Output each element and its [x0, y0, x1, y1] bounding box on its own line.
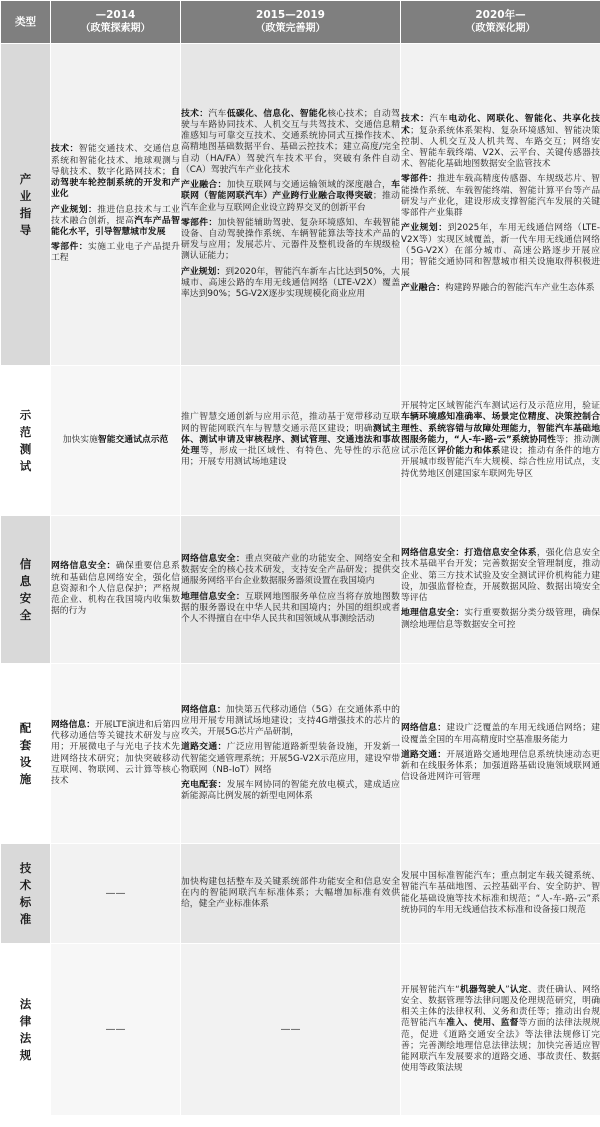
- header-period-1-sub: （政策探索期）: [80, 23, 151, 34]
- header-period-1: [51, 1, 181, 44]
- list-item: 网络信息安全：打造信息安全体系，强化信息安全技术基础平台开发；完善数据安全管理制度，推动企业、第三方技术试验及安全测试评价机构能力建设，加强监督检查，开展数据风险、数据出境安全等评估: [401, 548, 600, 604]
- cell-laws-period-2: ——: [181, 944, 401, 1116]
- header-period-2: [181, 1, 401, 44]
- cell-industry-period-1: [51, 44, 181, 366]
- list-item: 零部件：实施工业电子产品提升工程: [51, 242, 180, 264]
- cell-laws-period-3: 开展智能汽车“机器驾驶人”认定、责任确认、网络安全、数据管理等法律问题及伦理规范研究，明确相关主体的法律权利、义务和责任等；推动出台规范智能汽车准入、使用、监督等方面的法律法规规范，促进《道路交通安全法》等法律法规修订完善；完善测绘地理信息法律法规；加快完善适应智能网联汽车发展要求的道路交通、事故责任、数据使用等政策法规: [401, 944, 600, 1116]
- header-period-2-sub: （政策完善期）: [255, 23, 326, 34]
- header-period-1-title: —2014: [95, 9, 136, 21]
- cell-infra-period-1: 网络信息：开展LTE演进和后第四代移动通信等关键技术研发与应用；开展微电子与光电子技术先进网络技术研究；加快突破移动互联网、物联网、云计算等核心技术: [51, 664, 181, 844]
- header-period-2-title: 2015—2019: [256, 9, 325, 21]
- table-row-laws: [1, 944, 600, 1116]
- table-row-tech-standards: [1, 844, 600, 944]
- row-category-industry-guidance: 产 业 指 导: [1, 44, 51, 366]
- cell-security-period-3: [401, 516, 600, 664]
- cell-standards-period-1: ——: [51, 844, 181, 944]
- table-row-infrastructure: [1, 664, 600, 844]
- row-category-info-security: 信 息 安 全: [1, 516, 51, 664]
- cell-standards-period-3: 发展中国标准智能汽车；重点制定车载关键系统、智能汽车基础地图、云控基础平台、安全防护、智能化基础设施等技术标准和规范；“人-车-路-云”系统协同的车用无线通信技术标准和设备接口规范: [401, 844, 600, 944]
- table-row-industry-guidance: [1, 44, 600, 366]
- list-item: 产业融合：加快互联网与交通运输领域的深度融合，车联网（智能网联汽车）产业跨行业融合取得突破；推动汽车企业与互联网企业设立跨界交叉的创新平台: [181, 180, 400, 213]
- row-category-tech-standards: 技 术 标 准: [1, 844, 51, 944]
- list-item: 地理信息安全：互联网地图服务单位应当将存放地图数据的服务器设在中华人民共和国境内；外国的组织或者个人不得擅自在中华人民共和国领域从事测绘活动: [181, 591, 400, 624]
- list-item: 地理信息安全：实行重要数据分类分级管理，确保测绘地理信息等数据安全可控: [401, 608, 600, 630]
- row-category-demo-testing: 示 范 测 试: [1, 366, 51, 516]
- cell-standards-period-2: 加快构建包括整车及关键系统部件功能安全和信息安全在内的智能网联汽车标准体系；大幅增加标准有效供给，健全产业标准体系: [181, 844, 401, 944]
- cell-laws-period-1: ——: [51, 944, 181, 1116]
- list-item: 网络信息安全：重点突破产业的功能安全、网络安全和数据安全的核心技术研发，支持安全产品研发；提供交通服务网络平台企业数据服务器须设置在我国境内: [181, 553, 400, 587]
- header-period-3-sub: （政策深化期）: [465, 23, 536, 34]
- cell-infra-period-2: [181, 664, 401, 844]
- header-period-3: [401, 1, 600, 44]
- list-item: 产业规划：到2025年，车用无线通信网络（LTE-V2X等）实现区域覆盖，新一代车用无线通信网络（5G-V2X）在部分城市、高速公路逐步开展应用；智能交通协同和智慧城市相关设施取得积极进展: [401, 223, 600, 279]
- cell-demo-period-1: 加快实施智能交通试点示范: [51, 366, 181, 516]
- row-category-infrastructure: 配 套 设 施: [1, 664, 51, 844]
- cell-infra-period-3: [401, 664, 600, 844]
- list-item: 充电配套：发展车网协同的智能充放电模式，建成适应新能源高比例发展的新型电网体系: [181, 779, 400, 802]
- cell-industry-period-3: [401, 44, 600, 366]
- list-item: 道路交通：开展道路交通地理信息系统快速动态更新和在线服务体系；加强道路基础设施领域联网通信设备进网许可管理: [401, 749, 600, 783]
- cell-industry-period-2: [181, 44, 401, 366]
- header-period-3-title: 2020年—: [475, 9, 526, 21]
- list-item: 零部件：推进车载高精度传感器、车规级芯片、智能操作系统、车载智能终端、智能计算平台等产品研发与产业化，建设形成支撑智能汽车发展的关键零部件产业集群: [401, 174, 600, 219]
- cell-demo-period-2: 推广智慧交通创新与应用示范，推动基于宽带移动互联网的智能网联汽车与智慧交通示范区建设；明确测试主体、测试申请及审核程序、测试管理、交通违法和事故处理等，形成一批区域性、有特色、先导性的示范应用；开展专用测试场地建设: [181, 366, 401, 516]
- row-category-laws: 法 律 法 规: [1, 944, 51, 1116]
- list-item: 网络信息：建设广泛覆盖的车用无线通信网络；建设覆盖全国的车用高精度时空基准服务能力: [401, 723, 600, 745]
- list-item: 零部件：加快智能辅助驾驶、复杂环境感知、车载智能设备、自动驾驶操作系统、车辆智能算法等技术产品的研发与应用；发展芯片、元器件及整机设备的车规级检测认证能力；: [181, 217, 400, 262]
- list-item: 产业规划：推进信息技术与工业技术融合创新，提高汽车产品智能化水平，引导智慧城市发展: [51, 204, 180, 237]
- list-item: 技术：汽车电动化、网联化、智能化、共享化技术；复杂系统体系架构、复杂环境感知、智能决策控制、人机交互及人机共驾、车路交互；网络安全、智能车载终端、V2X、云平台、关键传感器技术、智能化基础地图数据安全监管技术: [401, 114, 600, 170]
- table-header-row: [1, 1, 600, 44]
- cell-security-period-2: [181, 516, 401, 664]
- header-type: 类型: [1, 1, 51, 44]
- list-item: 道路交通：广泛应用智能道路新型装备设施，开发新一代智能交通管理系统；开展5G-V2X示范应用，建设窄带物联网（NB-IoT）网络: [181, 742, 400, 775]
- table-row-demo-testing: [1, 366, 600, 516]
- table-row-info-security: [1, 516, 600, 664]
- list-item: 产业规划：到2020年，智能汽车新车占比达到50%，大城市、高速公路的车用无线通信网络（LTE-V2X）覆盖率达到90%；5G-V2X逐步实现规模化商业应用: [181, 266, 400, 299]
- list-item: 技术：汽车低碳化、信息化、智能化核心技术；自动驾驶与车路协同技术、人机交互与共驾技术、交通信息精准感知与可靠交互技术、交通系统协同式互操作技术、高精地图基础数据平台、基础云控技术；建立高度/完全自动（HA/FA）驾驶汽车技术平台，突破有条件自动（CA）驾驶汽车产业化技术: [181, 108, 400, 175]
- list-item: 网络信息：加快第五代移动通信（5G）在交通体系中的应用开展专用测试场地建设；支持4G增强技术的芯片的攻关，开展5G芯片产品研制，: [181, 704, 400, 738]
- list-item: 技术：智能交通技术、交通信息系统和智能化技术、地球观测与导航技术、数字化路网技术；自动驾驶车轮控制系统的开发和产业化: [51, 144, 180, 200]
- cell-demo-period-3: 开展特定区域智能汽车测试运行及示范应用，验证车辆环境感知准确率、场景定位精度、决策控制合理性、系统容错与故障处理能力，智能汽车基础地图服务能力，“人-车-路-云”系统协同性等；推动测试示范区评价能力和体系建设；推动有条件的地方开展城市级智能汽车大规模、综合性应用试点，支持优势地区创建国家车联网先导区: [401, 366, 600, 516]
- cell-security-period-1: 网络信息安全：确保重要信息系统和基础信息网络安全，强化信息资源和个人信息保护；严格规范企业、机构在我国境内收集数据的行为: [51, 516, 181, 664]
- list-item: 产业融合：构建跨界融合的智能汽车产业生态体系: [401, 283, 595, 294]
